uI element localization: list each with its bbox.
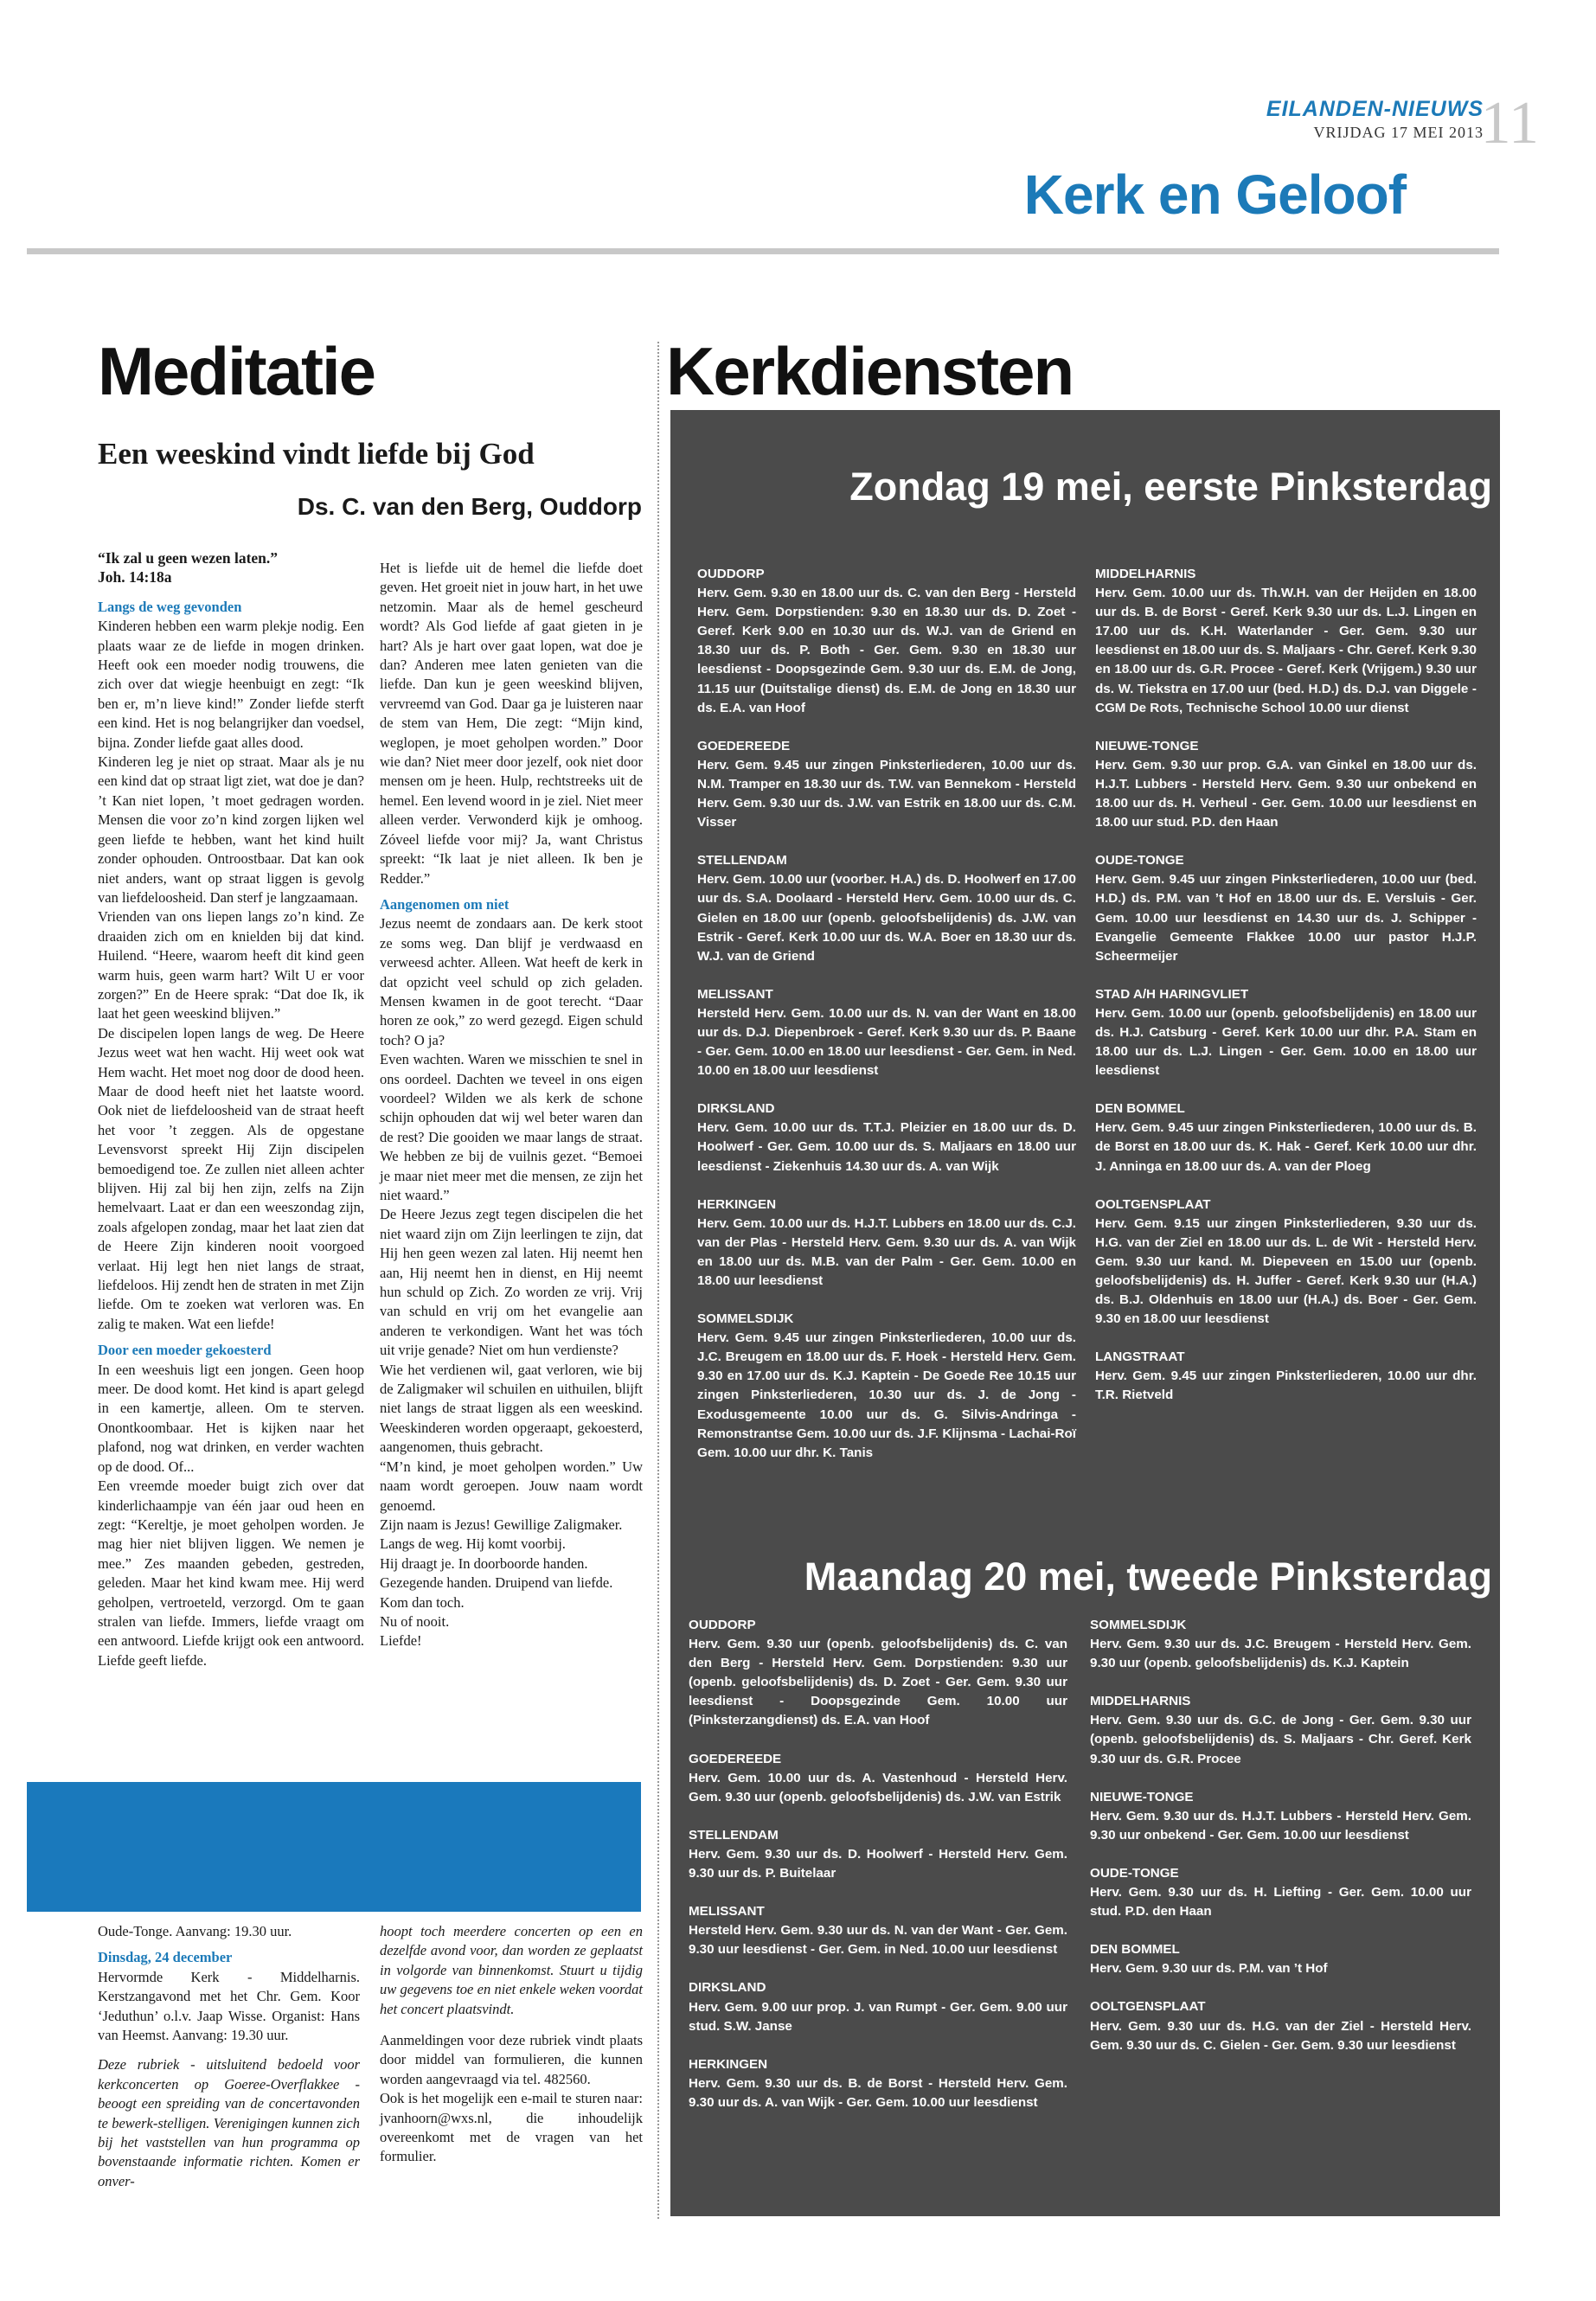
paragraph: Aanmeldingen voor deze rubriek vindt plaats door middel van formulieren, die kunnen worden aangevraagd via tel. 482560. [380, 2032, 643, 2087]
place-name: STELLENDAM [697, 853, 787, 868]
paragraph: De discipelen lopen langs de weg. De Heere Jezus weet wat hen wacht. Hij weet ook wat Hem wacht. Het moet nog door de dood heen. Maar de dood heeft niet het laatste woord. Ook niet de liefdeloosheid van de straat heeft het voor ’t zeggen. Als de opgestane Levensvorst spreekt Hij Zijn discipelen bemoedigend toe. Ze zullen niet alleen achter blijven. Hij zal bij hen zijn, zelfs na Zijn hemelvaart. Laat er dan een weeszondag zijn, zoals afgelopen zondag, maar het laat zien dat de Heere Zijn kinderen nooit voorgoed verlaat. Hij legt hen niet langs de straat, liefdeloos. Hij zendt hen de straten in met Zijn liefde. Om te zoeken wat verloren was. En zalig te maken. Wat een liefde! [98, 1024, 364, 1332]
paragraph: Ook is het mogelijk een e-mail te sturen naar: jvanhoorn@wxs.nl, die inhoudelijk overeenkomt met de vragen van het formulier. [380, 2090, 643, 2165]
service-entry [1095, 1195, 1477, 1330]
service-entry [689, 1750, 1067, 1807]
paragraph: Hervormde Kerk - Middelharnis. Kerstzangavond met het Chr. Gem. Koor ‘Jeduthun’ o.l.v. Jaap Wisse. Organist: Hans van Heemst. Aanvang: 19.30 uur. [98, 1968, 360, 2044]
service-entry [1090, 1864, 1471, 1921]
service-times: Herv. Gem. 10.00 uur ds. T.T.J. Pleizier en 18.00 uur ds. D. Hoolwerf - Ger. Gem. 10.00 uur ds. S. Maljaars en 18.00 uur leesdienst - Ziekenhuis 14.30 uur ds. A. van Wijk [697, 1120, 1076, 1174]
place-name: NIEUWE-TONGE [1095, 738, 1199, 753]
service-entry [1090, 1616, 1471, 1673]
section-title: Kerk en Geloof [1023, 163, 1406, 226]
poem-line: Liefde! [380, 1632, 422, 1650]
service-times: Herv. Gem. 9.30 uur ds. P.M. van ’t Hof [1090, 1961, 1328, 1977]
monday-services-right [1090, 1616, 1471, 2055]
service-times: Herv. Gem. 10.00 uur (openb. geloofsbelijdenis) en 18.00 uur ds. H.J. Catsburg - Geref. Kerk 10.00 uur dhr. P.A. Stam en 18.00 uur ds. L.J. Lingen - Ger. Gem. 10.00 en 18.00 uur leesdienst [1095, 1005, 1477, 1079]
service-entry [697, 737, 1076, 832]
service-times: Herv. Gem. 9.45 uur zingen Pinksterliederen, 10.00 uur dhr. T.R. Rietveld [1095, 1368, 1477, 1403]
paragraph: Kinderen hebben een warm plekje nodig. Een plaats waar ze de liefde in mogen drinken. Heeft ook een moeder nodig trouwens, die zich over dat wiegje heenbuigt en zegt: “Ik ben er, m’n lieve kind!” Zonder liefde sterft een kind. Het is nog belangrijker dan voedsel, bijna. Zonder liefde gaat alles dood. [98, 618, 364, 751]
paragraph: Het is liefde uit de hemel die liefde doet geven. Het groeit niet in jouw hart, in het uwe netzomin. Maar als de hemel gescheurd wordt? Als God liefde af gaat gieten in je hart? Als je hart over gaat lopen, wat doe je dan? Anderen mee laten genieten van die liefde. Dan kun je geen weeskind blijven, vervreemd van God. Daar ga je luisteren naar de stem van Hem, Die zegt: “Mijn kind, weglopen, je moet geholpen worden.” Door wie dan? Niet meer door jezelf, ook niet door mensen om je heen. Hulp, rechtstreeks uit de hemel. Een levend woord in je ziel. Niet meer alleen verder. Verwonderd kijk je omhoog. Zóveel liefde voor mij? Ja, want Christus spreekt: “Ik laat je niet alleen. Ik ben je Redder.” [380, 560, 643, 887]
service-times: Herv. Gem. 9.15 uur zingen Pinksterliederen, 9.30 uur ds. H.G. van der Ziel en 18.00 uur ds. L. de Wit - Hersteld Herv. Gem. 9.30 uur kand. M. Diepeveen en 15.00 uur (openb. geloofsbelijdenis) ds. H. Juffer - Geref. Kerk 9.30 uur (H.A.) ds. B.J. Oldenhuis en 18.00 uur (H.A.) ds. Boer - Ger. Gem. 9.30 en 18.00 uur leesdienst [1095, 1215, 1477, 1327]
service-entry [697, 851, 1076, 966]
place-name: OUDE-TONGE [1095, 853, 1184, 868]
service-entry [697, 1310, 1076, 1463]
paragraph: Wie het verdienen wil, gaat verloren, wie bij de Zaligmaker wil schuilen en uithuilen, blijft niet langs de straat liggen als een weeskind. Weeskinderen worden opgeraapt, gekoesterd, aangenomen, thuis gebracht. [380, 1361, 643, 1456]
quote-reference: Joh. 14:18a [98, 568, 172, 586]
place-name: LANGSTRAAT [1095, 1349, 1185, 1365]
place-name: HERKINGEN [697, 1196, 777, 1212]
poem-line: Hij draagt je. In doorboorde handen. [380, 1554, 588, 1572]
service-entry [689, 1826, 1067, 1883]
poem-line: Gezegende handen. Druipend van liefde. [380, 1574, 613, 1592]
place-name: STAD A/H HARINGVLIET [1095, 986, 1249, 1002]
blue-banner [27, 1782, 641, 1912]
service-entry [1090, 1788, 1471, 1845]
header-divider [27, 248, 1499, 254]
service-entry [1095, 985, 1477, 1080]
paragraph: Jezus neemt de zondaars aan. De kerk stoot ze soms weg. Dan blijf je verdwaasd en verweesd achter. Alleen. Wat heeft de kerk in dat opzicht veel schuld op zich geladen. Mensen kwamen in de goot terecht. “Daar horen ze ook,” zo werd gezegd. Eigen schuld toch? O ja? [380, 915, 643, 1048]
place-name: MIDDELHARNIS [1090, 1694, 1191, 1709]
service-entry [689, 1616, 1067, 1731]
service-times: Herv. Gem. 9.30 uur ds. D. Hoolwerf - Hersteld Herv. Gem. 9.30 uur ds. P. Buitelaar [689, 1846, 1067, 1881]
subheading: Door een moeder gekoesterd [98, 1342, 272, 1359]
service-times: Herv. Gem. 9.30 uur prop. G.A. van Ginkel en 18.00 uur ds. H.J.T. Lubbers - Hersteld Herv. Gem. 9.30 uur onbekend en 18.00 uur ds. H. Verheul - Ger. Gem. 10.00 uur leesdienst en 18.00 uur stud. P.D. den Haan [1095, 757, 1477, 830]
place-name: MIDDELHARNIS [1095, 567, 1196, 581]
service-times: Herv. Gem. 9.45 uur zingen Pinksterliederen, 10.00 uur ds. J.C. Breugem en 18.00 uur ds. F. Hoek - Hersteld Herv. Gem. 9.30 en 17.00 uur ds. K.J. Kaptein - De Goede Ree 10.15 uur zingen Pinksterliederen, 10.30 uur ds. J. de Jong - Exodusgemeente 10.00 uur ds. G. Silvis-Andringa - Remonstrantse Gem. 10.00 uur ds. J.F. Klijnsma - Lachai-Roï Gem. 10.00 uur dhr. K. Tanis [697, 1330, 1076, 1460]
service-entry [697, 985, 1076, 1080]
place-name: STELLENDAM [689, 1827, 779, 1843]
meditatie-subtitle: Een weeskind vindt liefde bij God [98, 437, 535, 471]
bible-quote [98, 548, 364, 587]
service-entry [1095, 737, 1477, 832]
subheading: Langs de weg gevonden [98, 598, 242, 615]
place-name: MELISSANT [689, 1904, 765, 1920]
service-times: Herv. Gem. 9.30 en 18.00 uur ds. C. van den Berg - Hersteld Herv. Gem. Dorpstienden: 9.30 en 18.30 uur ds. D. Zoet - Geref. Kerk 9.00 en 10.30 uur ds. W.J. van de Griend en 18.30 uur ds. P. Both - Ger. Gem. 9.30 en 18.30 uur leesdienst - Doopsgezinde Gem. 9.30 uur ds. E.M. de Jong, 11.15 uur (Duitstalige dienst) ds. E.M. de Jong en 18.30 uur ds. E.A. van Hoof [697, 586, 1076, 715]
place-name: OUDE-TONGE [1090, 1865, 1179, 1881]
paragraph: Kinderen leg je niet op straat. Maar als je nu een kind dat op straat ligt ziet, wat doe je dan? ’t Kan niet lopen, ’t moet gedragen worden. Mensen die voor zo’n kind zorgen lijken wel geen liefde te hebben, want het kind huilt zonder ophouden. Ontroostbaar. Dat kan ook niet anders, want op straat liggen is gevolg van liefdeloosheid. Dan sterf je langzaamaan. [98, 753, 364, 906]
place-name: GOEDEREEDE [689, 1751, 782, 1766]
service-times: Herv. Gem. 9.45 uur zingen Pinksterliederen, 10.00 uur ds. B. de Borst en 18.00 uur ds. K. Hak - Geref. Kerk 10.00 uur dhr. J. Anninga en 18.00 uur ds. A. van der Ploeg [1095, 1120, 1477, 1174]
service-times: Herv. Gem. 9.30 uur ds. H.J.T. Lubbers - Hersteld Herv. Gem. 9.30 uur onbekend - Ger. Gem. 10.00 uur leesdienst [1090, 1808, 1471, 1843]
page-number: 11 [1480, 90, 1539, 157]
place-name: HERKINGEN [689, 2056, 768, 2072]
service-entry [1095, 851, 1477, 966]
service-times: Hersteld Herv. Gem. 10.00 uur ds. N. van der Want en 18.00 uur ds. D.J. Diepenbroek - Geref. Kerk 9.30 uur ds. P. Baane - Ger. Gem. 10.00 en 18.00 uur leesdienst - Ger. Gem. in Ned. 10.00 en 18.00 uur leesdienst [697, 1005, 1076, 1079]
poem-line: Nu of nooit. [380, 1612, 450, 1630]
place-name: DEN BOMMEL [1090, 1942, 1180, 1958]
paragraph: De Heere Jezus zegt tegen discipelen die het niet waard zijn om Zijn leerlingen te zijn, dat Hij hen geen wezen zal laten. Hij neemt hen aan, Hij neemt hen in dienst, en Hij neemt hun schuld op Zich. Zo worden ze vrij. Vrij van schuld en vrij om het evangelie aan anderen te verkondigen. Want het was tóch uit vrije genade? Niet om hun verdienste? [380, 1206, 643, 1359]
service-times: Herv. Gem. 9.45 uur zingen Pinksterliederen, 10.00 uur ds. N.M. Tramper en 18.30 uur ds. T.W. van Bennekom - Hersteld Herv. Gem. 9.30 uur ds. J.W. van Estrik en 18.00 uur ds. C.M. Visser [697, 757, 1076, 830]
paragraph: Vrienden van ons liepen langs zo’n kind. Ze draaiden zich om en knielden bij dat kind. Huilend. “Heere, waarom heeft dit kind geen warm huis, geen warm hart? Wilt U er voor zorgen?” En de Heere sprak: “Dat doe Ik, ik laat het geen weeskind blijven.” [98, 908, 364, 1022]
meditatie-column-1 [98, 548, 364, 1670]
sunday-heading: Zondag 19 mei, eerste Pinksterdag [849, 465, 1492, 509]
service-entry [1095, 565, 1477, 718]
place-name: OUDDORP [697, 567, 765, 581]
quote-text: “Ik zal u geen wezen laten.” [98, 549, 279, 567]
rubric-note: hoopt toch meerdere concerten op een en dezelfde avond voor, dan worden ze geplaatst in volgorde van binnenkomst. Stuurt u tijdig uw gegevens toe en niet enkele weken voordat het concert plaatsvindt. [380, 1923, 643, 2017]
service-entry [1095, 1348, 1477, 1405]
place-name: DEN BOMMEL [1095, 1101, 1185, 1117]
subheading: Dinsdag, 24 december [98, 1949, 233, 1966]
service-times: Herv. Gem. 9.30 uur ds. H. Liefting - Ger. Gem. 10.00 uur stud. P.D. den Haan [1090, 1885, 1471, 1920]
service-entry [1090, 1997, 1471, 2054]
service-times: Herv. Gem. 10.00 uur ds. Th.W.H. van der Heijden en 18.00 uur ds. B. de Borst - Geref. Kerk 9.30 uur ds. L.J. Lingen en 17.00 uur ds. K.H. Waterlander - Ger. Gem. 9.30 uur leesdienst en 18.00 uur ds. S. Maljaars - Chr. Geref. Kerk 9.30 en 18.00 uur ds. G.R. Procee - Geref. Kerk (Vrijgem.) 9.30 uur ds. W. Tiekstra en 17.00 uur (bed. H.D.) ds. D.J. van Diggele - CGM De Rots, Technische School 10.00 uur dienst [1095, 586, 1477, 715]
poem-line: Zijn naam is Jezus! Gewillige Zaligmaker. [380, 1516, 623, 1533]
sunday-services-right [1095, 565, 1477, 1406]
masthead [1266, 97, 1484, 142]
place-name: NIEUWE-TONGE [1090, 1789, 1194, 1804]
place-name: OOLTGENSPLAAT [1090, 1999, 1206, 2015]
meditatie-column-2 [380, 559, 643, 1651]
paragraph: “M’n kind, je moet geholpen worden.” Uw naam wordt geroepen. Jouw naam wordt genoemd. [380, 1458, 643, 1514]
kerkdiensten-title: Kerkdiensten [666, 333, 1074, 409]
paragraph: Oude-Tonge. Aanvang: 19.30 uur. [98, 1923, 292, 1939]
service-entry [689, 1902, 1067, 1959]
place-name: DIRKSLAND [689, 1980, 766, 1996]
service-entry [697, 1195, 1076, 1291]
meditatie-author: Ds. C. van den Berg, Ouddorp [297, 493, 642, 520]
meditatie-title: Meditatie [98, 333, 375, 409]
paragraph: In een weeshuis ligt een jongen. Geen hoop meer. De dood komt. Het kind is apart gelegd in een kamertje, alleen. Om te sterven. Onontkoombaar. Het is kijken naar het plafond, nog wat drinken, en verder wachten op de dood. Of... [98, 1361, 364, 1475]
service-entry [1095, 1099, 1477, 1176]
service-entry [1090, 1940, 1471, 1978]
paragraph: Even wachten. Waren we misschien te snel in ons oordeel. Dachten we teveel in ons eigen voordeel? Wilden we als kerk de schone schijn ophouden dat wij wel beter waren dan de rest? Die gooiden we maar langs de straat. We hebben ze bij de vuilnis gezet. “Bemoei je maar niet meer met die mensen, ze zijn het niet waard.” [380, 1051, 643, 1203]
service-times: Herv. Gem. 9.30 uur ds. J.C. Breugem - Hersteld Herv. Gem. 9.30 uur (openb. geloofsbelijdenis) ds. K.J. Kaptein [1090, 1637, 1471, 1671]
sunday-services-left [697, 565, 1076, 1463]
monday-heading: Maandag 20 mei, tweede Pinksterdag [804, 1554, 1492, 1599]
place-name: GOEDEREEDE [697, 738, 791, 753]
rubric-note: Deze rubriek - uitsluitend bedoeld voor kerkconcerten op Goeree-Overflakkee - beoogt een spreiding van de concertavonden te bewerk-stelligen. Verenigingen kunnen zich bij het vaststellen van hun programma op bovenstaande informatie richten. Komen er onver- [98, 2056, 360, 2189]
service-times: Herv. Gem. 9.30 uur ds. B. de Borst - Hersteld Herv. Gem. 9.30 uur ds. A. van Wijk - Ger. Gem. 10.00 uur leesdienst [689, 2075, 1067, 2110]
place-name: SOMMELSDIJK [697, 1311, 794, 1327]
service-times: Herv. Gem. 9.30 uur ds. G.C. de Jong - Ger. Gem. 9.30 uur (openb. geloofsbelijdenis) ds. S. Maljaars - Chr. Geref. Kerk 9.30 uur ds. G.R. Procee [1090, 1713, 1471, 1766]
service-entry [689, 2055, 1067, 2112]
service-times: Herv. Gem. 10.00 uur ds. H.J.T. Lubbers en 18.00 uur ds. C.J. van der Plas - Hersteld Herv. Gem. 9.30 uur ds. A. van Wijk en 18.00 uur ds. M.B. van der Palm - Ger. Gem. 10.00 en 18.00 uur leesdienst [697, 1215, 1076, 1288]
concert-column-2 [380, 1922, 643, 2167]
service-entry [697, 565, 1076, 718]
paragraph: Een vreemde moeder buigt zich over dat kinderlichaampje van één jaar oud heen en zegt: “Kereltje, je moet geholpen worden. Je mag hier niet blijven liggen. We nemen je mee.” Zes maanden gebeden, gestreden, geleden. Maar het kind kwam mee. Hij werd geholpen, vertroeteld, verzorgd. Om te gaan stralen van liefde. Immers, liefde vraagt om een antwoord. Liefde krijgt ook een antwoord. Liefde geeft liefde. [98, 1477, 364, 1669]
service-times: Herv. Gem. 9.45 uur zingen Pinksterliederen, 10.00 uur (bed. H.D.) ds. P.M. van ’t Hof en 18.00 uur ds. E. Versluis - Ger. Gem. 10.00 uur leesdienst en 14.30 uur ds. J. Schipper - Evangelie Gemeente Flakkee 10.00 uur pastor H.J.P. Scheermeijer [1095, 872, 1477, 964]
service-entry [689, 1978, 1067, 2035]
place-name: DIRKSLAND [697, 1101, 775, 1117]
poem-line: Langs de weg. Hij komt voorbij. [380, 1535, 566, 1553]
service-entry [1090, 1692, 1471, 1768]
newspaper-logo: EILANDEN-NIEUWS [1266, 97, 1484, 121]
place-name: SOMMELSDIJK [1090, 1618, 1187, 1632]
service-times: Herv. Gem. 9.30 uur ds. H.G. van der Ziel - Hersteld Herv. Gem. 9.30 uur ds. C. Gielen - Ger. Gem. 9.30 uur leesdienst [1090, 2018, 1471, 2053]
place-name: OUDDORP [689, 1618, 756, 1632]
place-name: OOLTGENSPLAAT [1095, 1196, 1211, 1212]
monday-services-left [689, 1616, 1067, 2112]
issue-date: VRIJDAG 17 MEI 2013 [1313, 124, 1484, 141]
service-entry [697, 1099, 1076, 1176]
service-times: Herv. Gem. 10.00 uur (voorber. H.A.) ds. D. Hoolwerf en 17.00 uur ds. S.A. Doolaard - Hersteld Herv. Gem. 10.00 uur ds. C. Gielen en 18.00 uur (openb. geloofsbelijdenis) ds. J.W. van Estrik - Geref. Kerk 10.00 uur ds. W.A. Boer en 18.30 uur ds. W.J. van de Griend [697, 872, 1076, 964]
concert-column-1 [98, 1922, 360, 2191]
place-name: MELISSANT [697, 986, 773, 1002]
service-times: Herv. Gem. 9.00 uur prop. J. van Rumpt - Ger. Gem. 9.00 uur stud. S.W. Janse [689, 1999, 1067, 2034]
column-divider [657, 342, 659, 2219]
subheading: Aangenomen om niet [380, 895, 510, 913]
service-times: Herv. Gem. 10.00 uur ds. A. Vastenhoud - Hersteld Herv. Gem. 9.30 uur (openb. geloofsbelijdenis) ds. J.W. van Estrik [689, 1770, 1067, 1804]
service-times: Herv. Gem. 9.30 uur (openb. geloofsbelijdenis) ds. C. van den Berg - Hersteld Herv. Gem. Dorpstienden: 9.30 uur (openb. geloofsbelijdenis) ds. D. Zoet - Ger. Gem. 9.30 uur leesdienst - Doopsgezinde Gem. 10.00 uur (Pinksterzangdienst) ds. E.A. van Hoof [689, 1637, 1067, 1728]
poem-line: Kom dan toch. [380, 1593, 465, 1611]
service-times: Hersteld Herv. Gem. 9.30 uur ds. N. van der Want - Ger. Gem. 9.30 uur leesdienst - Ger. Gem. in Ned. 10.00 uur leesdienst [689, 1923, 1067, 1958]
